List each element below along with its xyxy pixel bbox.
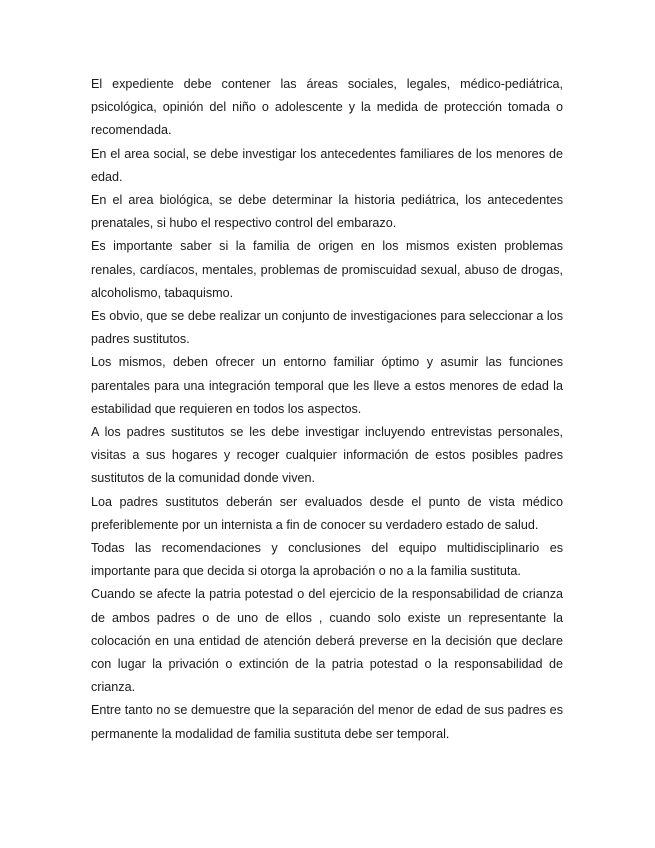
paragraph-temporal: Entre tanto no se demuestre que la separación del menor de edad de sus padres es permanente la modalidad de familia sustituta debe ser temporal. <box>91 703 563 741</box>
paragraph-investigaciones: Es obvio, que se debe realizar un conjunto de investigaciones para seleccionar a los padres sustitutos. <box>91 309 563 347</box>
paragraph-evaluacion-medica: Loa padres sustitutos deberán ser evaluados desde el punto de vista médico preferiblemente por un internista a fin de conocer su verdadero estado de salud. <box>91 494 563 532</box>
paragraph-investigar-padres: A los padres sustitutos se les debe investigar incluyendo entrevistas personales, visitas a sus hogares y recoger cualquier información de estos posibles padres sustitutos de la comunidad donde viven. <box>91 425 563 486</box>
paragraph-patria-potestad: Cuando se afecte la patria potestad o del ejercicio de la responsabilidad de crianza de ambos padres o de uno de ellos , cuando solo existe un representante la colocación en una entidad de atención deberá preverse en la decisión que declare con lugar la privación o extinción de la patria potestad o la responsabilidad de crianza. <box>91 587 563 695</box>
paragraph-familia-origen: Es importante saber si la familia de origen en los mismos existen problemas renales, cardíacos, mentales, problemas de promiscuidad sexual, abuso de drogas, alcoholismo, tabaquismo. <box>91 239 563 300</box>
body-text <box>91 73 563 746</box>
paragraph-recomendaciones: Todas las recomendaciones y conclusiones del equipo multidisciplinario es importante para que decida si otorga la aprobación o no a la familia sustituta. <box>91 541 563 579</box>
paragraph-area-biologica: En el area biológica, se debe determinar la historia pediátrica, los antecedentes prenatales, si hubo el respectivo control del embarazo. <box>91 193 563 231</box>
paragraph-expediente: El expediente debe contener las áreas sociales, legales, médico-pediátrica, psicológica, opinión del niño o adolescente y la medida de protección tomada o recomendada. <box>91 77 563 138</box>
paragraph-area-social: En el area social, se debe investigar los antecedentes familiares de los menores de edad. <box>91 146 563 184</box>
paragraph-entorno-familiar: Los mismos, deben ofrecer un entorno familiar óptimo y asumir las funciones parentales para una integración temporal que les lleve a estos menores de edad la estabilidad que requieren en todos los aspectos. <box>91 355 563 416</box>
